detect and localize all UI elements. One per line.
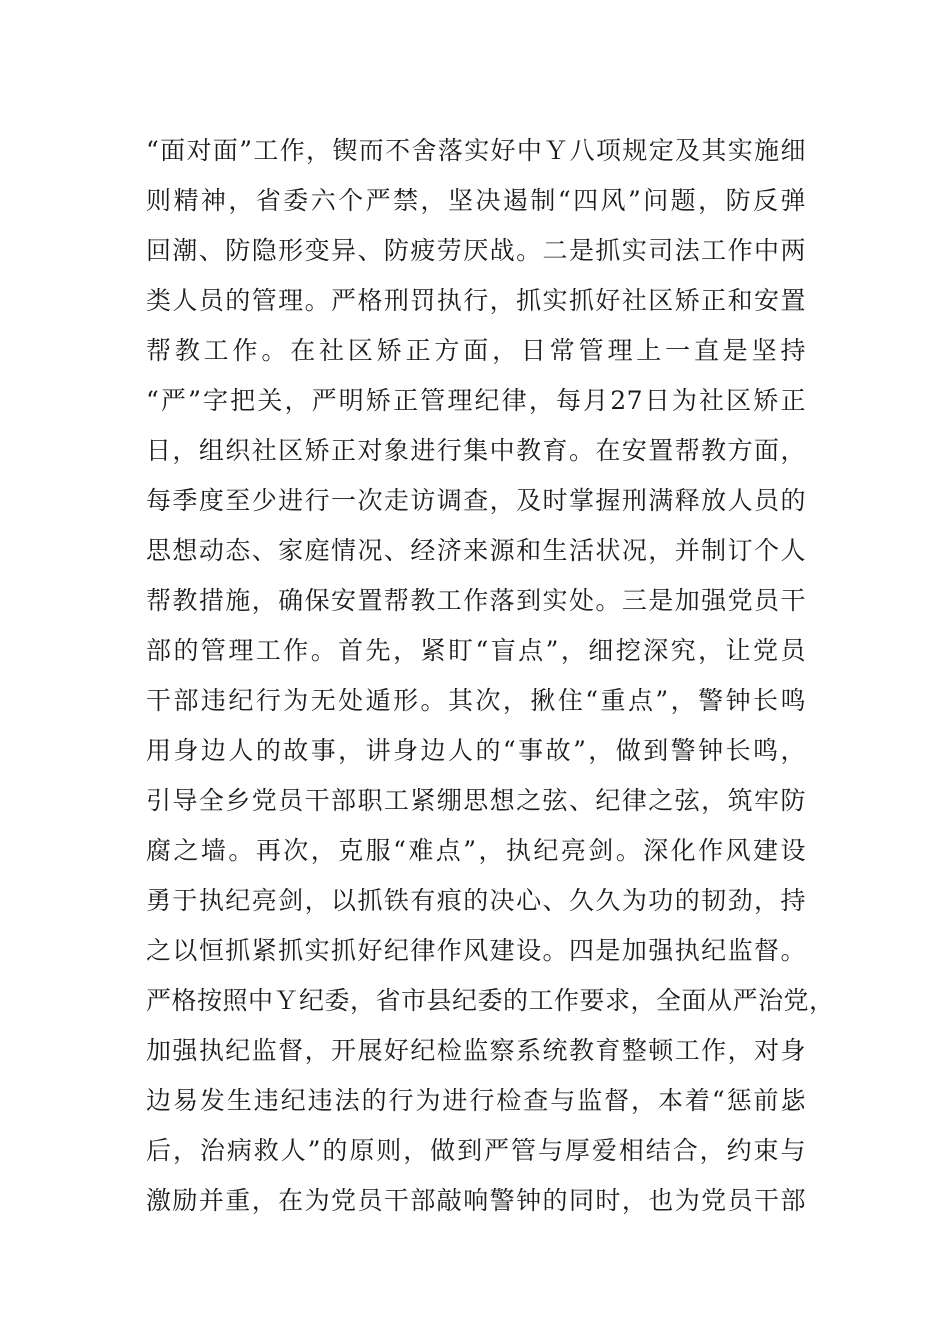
text-line: 腐之墙。再次，克服“难点”，执纪亮剑。深化作风建设	[146, 836, 806, 865]
text-line: 干部违纪行为无处遁形。其次，揪住“重点”，警钟长鸣	[146, 686, 806, 715]
text-line: 每季度至少进行一次走访调查，及时掌握刑满释放人员的	[146, 486, 806, 515]
text-line: 之以恒抓紧抓实抓好纪律作风建设。四是加强执纪监督。	[146, 936, 806, 965]
text-line: 勇于执纪亮剑，以抓铁有痕的决心、久久为功的韧劲，持	[146, 886, 806, 915]
text-line: “面对面”工作，锲而不舍落实好中Ｙ八项规定及其实施细	[146, 136, 806, 165]
text-line: 引导全乡党员干部职工紧绷思想之弦、纪律之弦，筑牢防	[146, 786, 806, 815]
text-line: 激励并重，在为党员干部敲响警钟的同时，也为党员干部	[146, 1186, 806, 1215]
text-line: 后，治病救人”的原则，做到严管与厚爱相结合，约束与	[146, 1136, 806, 1165]
text-line: 帮教工作。在社区矫正方面，日常管理上一直是坚持	[146, 336, 806, 365]
text-line: 类人员的管理。严格刑罚执行，抓实抓好社区矫正和安置	[146, 286, 806, 315]
text-line: “严”字把关，严明矫正管理纪律，每月27日为社区矫正	[146, 386, 806, 415]
text-line: 边易发生违纪违法的行为进行检查与监督，本着“惩前毖	[146, 1086, 806, 1115]
text-line: 加强执纪监督，开展好纪检监察系统教育整顿工作，对身	[146, 1036, 806, 1065]
text-line: 思想动态、家庭情况、经济来源和生活状况，并制订个人	[146, 536, 806, 565]
body-paragraph	[146, 126, 835, 1226]
text-line: 用身边人的故事，讲身边人的“事故”，做到警钟长鸣，	[146, 736, 806, 765]
text-line: 部的管理工作。首先，紧盯“盲点”，细挖深究，让党员	[146, 636, 806, 665]
text-line: 帮教措施，确保安置帮教工作落到实处。三是加强党员干	[146, 586, 806, 615]
text-line: 严格按照中Ｙ纪委，省市县纪委的工作要求，全面从严治党，	[146, 986, 835, 1015]
text-line: 回潮、防隐形变异、防疲劳厌战。二是抓实司法工作中两	[146, 236, 806, 265]
text-line: 日，组织社区矫正对象进行集中教育。在安置帮教方面，	[146, 436, 806, 465]
text-line: 则精神，省委六个严禁，坚决遏制“四风”问题，防反弹	[146, 186, 806, 215]
